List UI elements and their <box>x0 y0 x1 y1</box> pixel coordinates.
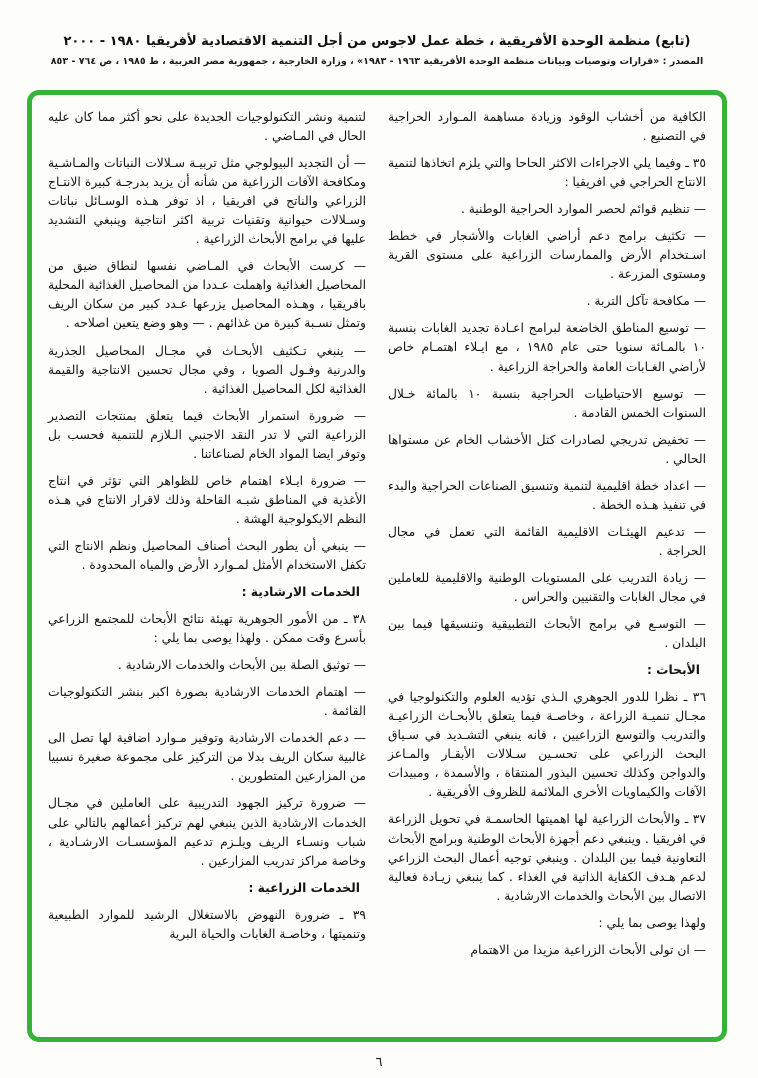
page-number: ٦ <box>375 1055 383 1070</box>
paragraph: ٣٧ ـ والأبحاث الزراعية لها اهميتها الحاسمـة في تحويل الزراعة في افريقيا . وينبغي دعم أجهزة الأبحاث الوطنية وبرامج الأبحاث التعاونية فيما بين البلدان . وينبغي توجيه أعمال البحث الزراعي لدعم هـدف الكفاية الذاتية في الغذاء . كما ينبغي زيـادة فعالية الاتصال بين الأبحاث والخدمات الارشادية . <box>388 812 706 903</box>
two-column-layout <box>32 95 722 981</box>
section-heading: الخدمات الزراعية : <box>248 880 360 895</box>
document-header <box>30 34 724 67</box>
paragraph: — التوسـع في برامج الأبحاث التطبيقية وتنسيقها فيما بين البلدان . <box>388 617 706 651</box>
paragraph: — تنظيم قوائم لحصر الموارد الحراجية الوطنية . <box>460 202 706 217</box>
paragraph: — أن التجديد البيولوجي مثل تربيـة سـلالات النباتات والمـاشـية ومكافحة الآفات الزراعية من شأنه أن يزيد بدرجـة كبيرة الانتـاج الزراعي والناتج في افريقيا ، اذ توفر هـذه الوسـائل نباتات وسـلالات حيوانية وتقنيات تربية اكثر انتاجية وينبغي التشديد عليها في برامج الأبحاث الزراعية . <box>48 156 366 247</box>
paragraph: — ضرورة استمرار الأبحاث فيما يتعلق بمنتجات التصدير الزراعية التي لا تدر النقد الاجنبي الـلازم للتنمية فحسب بل وتوفر ايضا المواد الخام لصناعاتنا . <box>48 408 366 461</box>
paragraph: لتنمية ونشر التكنولوجيات الجديدة على نحو أكثر مما كان عليه الحال في المـاضي . <box>48 110 366 144</box>
section-heading: الخدمات الارشادية : <box>241 585 360 600</box>
paragraph: ٣٩ ـ ضرورة النهوض بالاستغلال الرشيد للموارد الطبيعية وتنميتها ، وخاصـة الغابات والحياة البرية <box>48 907 366 941</box>
paragraph: — كرست الأبحاث في المـاضي نفسها لنطاق ضيق من المحاصيل الغذائية واهملت عـددا من المحاصيل الغذائية المحلية بافريقيا ، وهـذه المحاصيل يزرعها عـدد كبير من سكان الريف وتمثل نسـبة كبيرة من غذائهم . — وهو وضع يتعين اصلاحه . <box>48 259 366 331</box>
paragraph: ٣٦ ـ نظرا للدور الجوهري الـذي تؤديه العلوم والتكنولوجيا في مجـال تنميـة الزراعة ، وخاصـة فيما يتعلق بالأبحـاث الزراعيـة والتدريب والتوسع الزراعيين ، فانه ينبغي التشـديد في سـياق البحث الزراعي على تحسـين سـلالات الأبقـار والمـاعز والدواجن وكذلك تحسين البذور المنتقاة ، والأسمدة ، ومبيدات الآفات والكيماويات الأخرى الملائمة للظروف الأفريقية . <box>388 690 706 800</box>
content-border-box <box>27 90 727 1042</box>
paragraph: — تدعيم الهيئـات الاقليمية القائمة التي تعمل في مجال الحراجة . <box>388 524 706 558</box>
left-column <box>48 108 366 968</box>
paragraph: — ضرورة ايـلاء اهتمام خاص للظواهر التي تؤثر في انتاج الأغذية في المناطق شبـه القاحلة وذلك لاقرار الانتاج في هـذه النظم الايكولوجية الهشة . <box>48 473 366 526</box>
paragraph: — توسيع المناطق الخاضعة لبرامج اعـادة تجديد الغابات بنسبة ١٠ بالمـائة سنويا حتى عام ١٩٨٥ ، مع ايـلاء اهتمـام خاص لأراضي الغـابات العامة والحراجة الزراعية . <box>388 321 707 374</box>
paragraph: — ان تولى الأبحاث الزراعية مزيدا من الاهتمام <box>470 942 706 957</box>
paragraph: ولهذا يوصى بما يلي : <box>598 915 706 930</box>
paragraph: — ضرورة تركيز الجهود التدريبية على العاملين في مجـال الخدمات الارشادية الذين ينبغي لهم تركيز أعمالهم بالتالي على شباب ونسـاء الريف ويلـزم تدعيم المؤسسـات الارشـادية ، وخاصة مراكز تدريب المزارعين . <box>48 796 366 868</box>
paragraph: — دعم الخدمات الارشادية وتوفير مـوارد اضافية لها تصل الى غالبية سكان الريف بدلا من التركيز على مجموعة صغيرة نسبيا من المزارعين المتطورين . <box>48 731 366 784</box>
paragraph: الكافية من أخشاب الوقود وزيادة مساهمة المـوارد الحراجية في التصنيع . <box>388 110 706 144</box>
paragraph: — زيادة التدريب على المستويات الوطنية والاقليمية للعاملين في مجال الغابات والتقنيين والحراس . <box>388 570 706 604</box>
document-source-line: المصدر : «قرارات وتوصيات وبيانات منظمة الوحدة الأفريقية ١٩٦٣ - ١٩٨٣» ، وزارة الخارجية ، جمهورية مصر العربية ، ط ١٩٨٥ ، ص ٧٦٤ - ٨٥٣ <box>50 56 704 67</box>
section-heading: الأبحاث : <box>646 663 700 678</box>
document-title: (تابع) منظمة الوحدة الأفريقية ، خطة عمل لاجوس من أجل التنمية الاقتصادية لأفريقيا ١٩٨٠ - ٢٠٠٠ <box>63 34 691 49</box>
paragraph: — تكثيف برامج دعم أراضي الغابات والأشجار في خطط اسـتخدام الأرض والممارسات الزراعية على مستوى القرية ومستوى المزرعة . <box>388 229 706 282</box>
right-column <box>388 108 706 968</box>
paragraph: — ينبغي أن يطور البحث أصناف المحاصيل ونظم الانتاج التي تكفل الاستخدام الأمثل لمـوارد الأرض والمياه المحدودة . <box>48 538 366 572</box>
paragraph: ٣٨ ـ من الأمور الجوهرية تهيئة نتائج الأبحاث للمجتمع الزراعي بأسرع وقت ممكن . ولهذا يوصى بما يلي : <box>48 612 366 646</box>
paragraph: — اهتمام الخدمات الارشادية بصورة اكبر بنشر التكنولوجيات القائمة . <box>48 685 366 719</box>
paragraph: ٣٥ ـ وفيما يلي الاجراءات الاكثر الحاحا والتي يلزم اتخاذها لتنمية الانتاج الحراجي في افريقيا : <box>388 156 706 190</box>
paragraph: — توثيق الصلة بين الأبحاث والخدمات الارشادية . <box>117 658 366 673</box>
paragraph: — توسيع الاحتياطيات الحراجية بنسبة ١٠ بالمائة خـلال السنوات الخمس القادمة . <box>388 386 706 420</box>
paragraph: — اعداد خطة اقليمية لتنمية وتنسيق الصناعات الحراجية والبدء في تنفيذ هـذه الخطة . <box>388 478 706 512</box>
paragraph: — ينبغي تـكثيف الأبحـاث في مجـال المحاصيل الجذرية والدرنية وفـول الصويا ، وفي مجال تحسين الانتاجية والقيمة الغذائية لكل المحاصيل الغذائية . <box>48 343 366 396</box>
paragraph: — تخفيض تدريجي لصادرات كتل الأخشاب الخام عن مستواها الحالي . <box>388 432 706 466</box>
paragraph: — مكافحة تآكل التربة . <box>586 294 706 309</box>
